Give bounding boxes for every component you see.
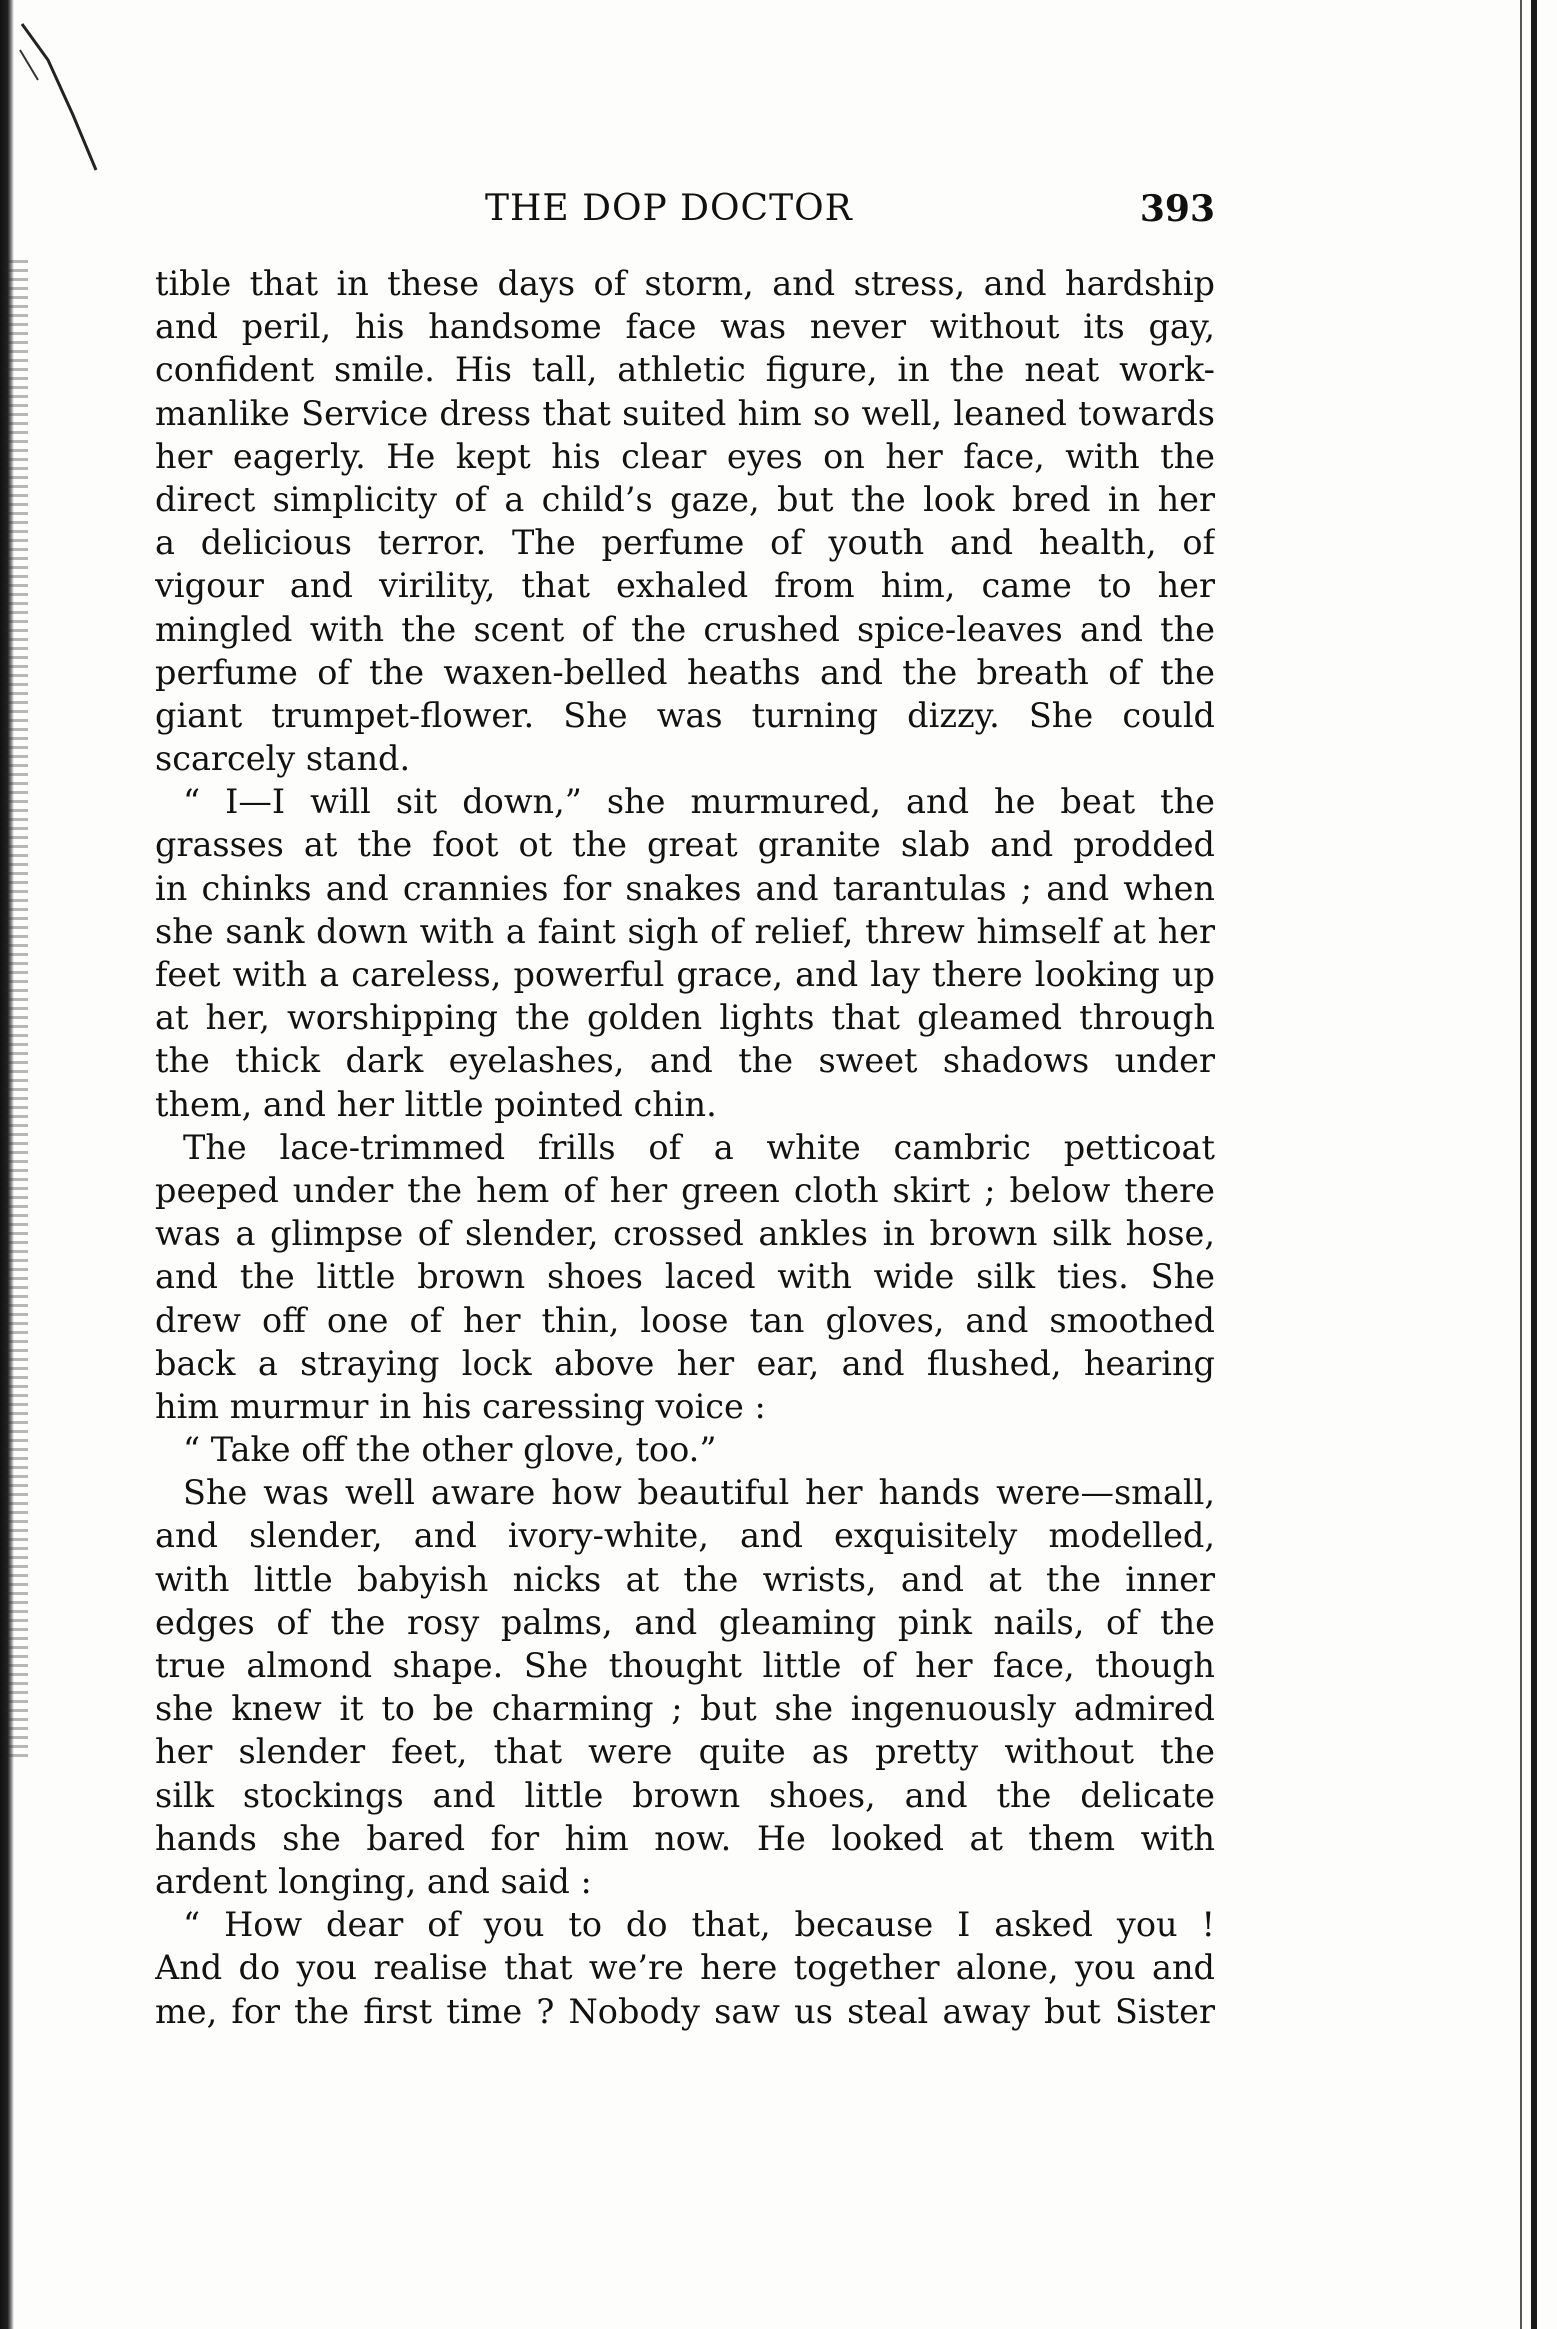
text-line: was a glimpse of slender, crossed ankles in brown silk hose, [155, 1214, 1215, 1254]
running-title: THE DOP DOCTOR [485, 188, 853, 229]
text-line: mingled with the scent of the crushed spice-leaves and the [155, 609, 1215, 649]
text-line: edges of the rosy palms, and gleaming pink nails, of the [155, 1602, 1215, 1642]
text-line: confident smile. His tall, athletic figure, in the neat work- [155, 350, 1215, 390]
text-line: a delicious terror. The perfume of youth and health, of [155, 523, 1215, 563]
text-line: hands she bared for him now. He looked at them with [155, 1818, 1215, 1858]
text-line: at her, worshipping the golden lights that gleamed through [155, 998, 1215, 1038]
text-line: true almond shape. She thought little of her face, though [155, 1646, 1215, 1685]
text-line: she sank down with a faint sigh of relief, threw himself at her [155, 911, 1215, 951]
text-line: perfume of the waxen-belled heaths and the breath of the [155, 652, 1215, 692]
text-line: scarcely stand. [155, 739, 411, 779]
text-line: and the little brown shoes laced with wide silk ties. She [155, 1257, 1215, 1297]
text-line: and peril, his handsome face was never without its gay, [155, 307, 1215, 347]
text-line: giant trumpet-flower. She was turning dizzy. She could [155, 695, 1215, 735]
page-edge-rule [1531, 0, 1537, 2329]
text-line: silk stockings and little brown shoes, and the delicate [155, 1775, 1215, 1815]
text-line: drew off one of her thin, loose tan gloves, and smoothed [155, 1300, 1215, 1340]
text-line: The lace-trimmed frills of a white cambric petticoat [183, 1127, 1215, 1167]
running-header [155, 188, 1215, 238]
text-line: and slender, and ivory-white, and exquisitely modelled, [155, 1516, 1215, 1556]
text-line: in chinks and crannies for snakes and tarantulas ; and when [155, 868, 1215, 908]
text-line: “ How dear of you to do that, because I asked you ! [183, 1905, 1215, 1945]
page-number: 393 [1139, 188, 1215, 230]
corner-scratch-mark [18, 20, 138, 180]
text-line: feet with a careless, powerful grace, and lay there looking up [155, 955, 1215, 994]
text-line: peeped under the hem of her green cloth skirt ; below there [155, 1170, 1215, 1210]
text-line: she knew it to be charming ; but she ingenuously admired [155, 1689, 1215, 1729]
text-line: And do you realise that we’re here together alone, you and [155, 1948, 1215, 1988]
text-line: vigour and virility, that exhaled from him, came to her [155, 566, 1215, 606]
text-line: “ Take off the other glove, too.” [183, 1430, 717, 1470]
text-line: back a straying lock above her ear, and flushed, hearing [155, 1343, 1215, 1383]
text-line: me, for the first time ? Nobody saw us steal away but Sister [155, 1991, 1215, 2031]
text-line: tible that in these days of storm, and stress, and hardship [155, 264, 1215, 303]
text-line: direct simplicity of a child’s gaze, but the look bred in her [155, 479, 1215, 519]
text-line: her eagerly. He kept his clear eyes on her face, with the [155, 436, 1215, 476]
text-line: them, and her little pointed chin. [155, 1084, 717, 1124]
text-line: grasses at the foot ot the great granite slab and prodded [155, 825, 1215, 865]
text-line: her slender feet, that were quite as pretty without the [155, 1732, 1215, 1772]
text-line: with little babyish nicks at the wrists, and at the inner [155, 1559, 1215, 1599]
text-line: manlike Service dress that suited him so well, leaned towards [155, 393, 1215, 433]
page-edge-rule-inner [1520, 0, 1522, 2329]
text-line: She was well aware how beautiful her hands were—small, [183, 1473, 1215, 1513]
text-line: ardent longing, and said : [155, 1861, 592, 1901]
text-line: him murmur in his caressing voice : [155, 1386, 766, 1426]
text-line: the thick dark eyelashes, and the sweet shadows under [155, 1041, 1215, 1081]
body-text [155, 262, 1215, 2033]
binding-texture [6, 260, 28, 1760]
text-line: “ I—I will sit down,” she murmured, and he beat the [183, 782, 1215, 822]
